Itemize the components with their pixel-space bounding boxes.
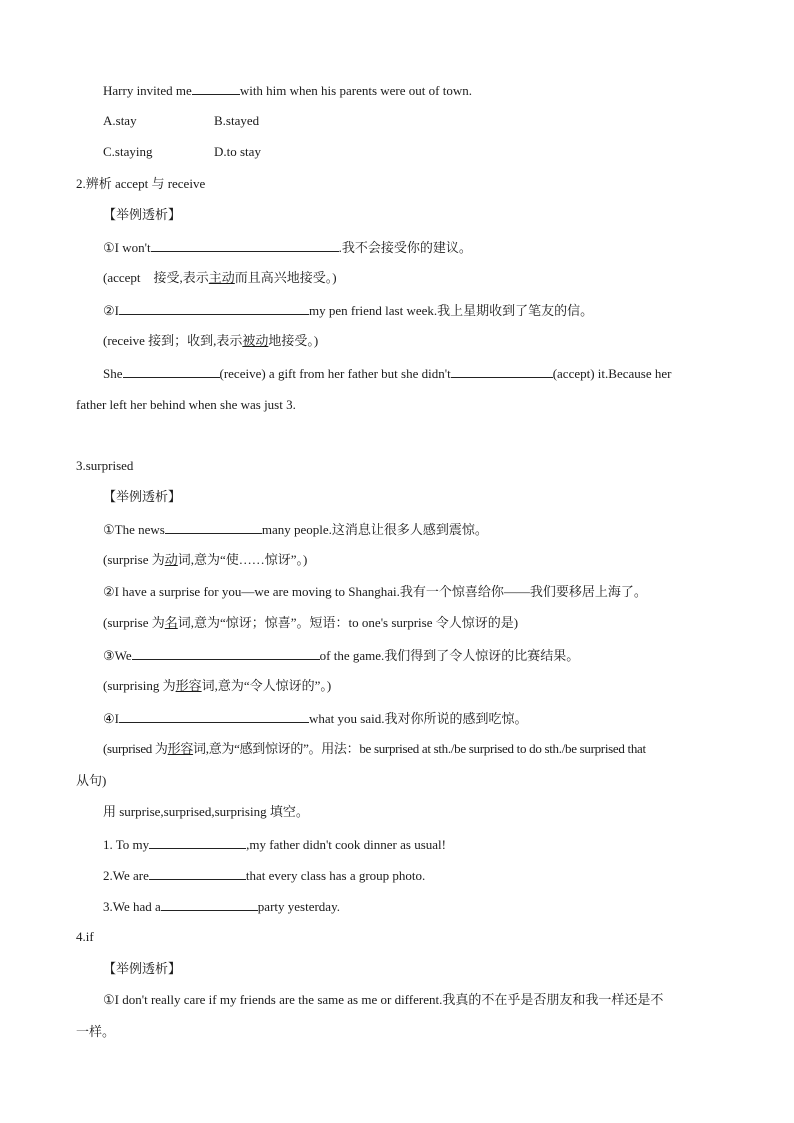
note-line: [103, 740, 646, 758]
note-line: [103, 677, 331, 695]
section-heading: 2.辨析 accept 与 receive: [76, 176, 206, 191]
answer-blank[interactable]: [165, 520, 262, 534]
answer-blank[interactable]: [151, 238, 339, 252]
example-line: [103, 709, 527, 728]
answer-blank[interactable]: [451, 364, 553, 378]
fill-item: [103, 897, 340, 916]
answer-blank[interactable]: [149, 835, 246, 849]
note-line: [103, 332, 318, 350]
note-keyword: 形容: [167, 741, 194, 756]
option-row: [103, 112, 259, 130]
note-text: 词,意为“感到惊讶的”。用法：be surprised at sth./be surprised to do sth./be surprised that: [193, 741, 646, 756]
section-heading: 4.if: [76, 929, 94, 944]
example-tag: 【举例透析】: [103, 489, 182, 504]
example-line: [103, 646, 579, 665]
example-text: my pen friend last week.我上星期收到了笔友的信。: [308, 303, 594, 318]
note-text: (accept 接受,表示: [103, 270, 209, 285]
fill-text: that every class has a group photo.: [245, 868, 426, 883]
q-harry-sentence: [103, 81, 472, 100]
note-text: (surprised 为: [103, 741, 168, 756]
note-line: [103, 614, 518, 632]
example-text: many people.这消息让很多人感到震惊。: [261, 522, 488, 537]
note-text: 词,意为“使……惊讶”。): [177, 552, 308, 567]
note-text: (surprising 为: [103, 678, 176, 693]
answer-blank[interactable]: [149, 866, 246, 880]
answer-blank[interactable]: [192, 81, 240, 95]
note-text: 地接受。): [268, 333, 319, 348]
sentence-text: Harry invited me: [103, 83, 192, 98]
example-text: of the game.我们得到了令人惊讶的比赛结果。: [319, 648, 580, 663]
example-line: [103, 238, 472, 257]
section-heading: 3.surprised: [76, 458, 134, 473]
note-keyword: 主动: [208, 270, 235, 285]
option-d[interactable]: D.to stay: [214, 144, 261, 159]
option-b[interactable]: B.stayed: [214, 113, 260, 128]
note-text: 词,意为“惊讶；惊喜”。短语：to one's surprise 令人惊讶的是): [177, 615, 519, 630]
fill-item: [103, 835, 446, 854]
note-keyword: 被动: [242, 333, 269, 348]
example-line-cont: 一样。: [76, 1024, 116, 1039]
note-text: (surprise 为: [103, 552, 165, 567]
exercise-text: (accept) it.Because her: [552, 366, 672, 381]
answer-blank[interactable]: [161, 897, 258, 911]
fill-item: [103, 866, 425, 885]
fill-text: party yesterday.: [257, 899, 340, 914]
note-keyword: 动: [164, 552, 178, 567]
example-text: .我不会接受你的建议。: [338, 240, 472, 255]
example-text: ①I won't: [103, 240, 151, 255]
exercise-line-cont: father left her behind when she was just 3.: [76, 397, 296, 412]
example-tag: 【举例透析】: [103, 961, 182, 976]
example-text: ①The news: [103, 522, 165, 537]
example-tag: 【举例透析】: [103, 207, 182, 222]
fill-text: 3.We had a: [103, 899, 161, 914]
example-line: [103, 301, 593, 320]
note-line: [103, 551, 307, 569]
note-text: 词,意为“令人惊讶的”。): [201, 678, 332, 693]
fill-text: 1. To my: [103, 837, 150, 852]
exercise-text: She: [103, 366, 123, 381]
note-keyword: 形容: [175, 678, 202, 693]
option-c[interactable]: C.staying: [103, 144, 153, 159]
answer-blank[interactable]: [119, 709, 309, 723]
sentence-text: with him when his parents were out of town.: [239, 83, 472, 98]
example-text: ②I: [103, 303, 119, 318]
exercise-line: [103, 364, 671, 383]
note-text: (receive 接到；收到,表示: [103, 333, 243, 348]
example-line: ①I don't really care if my friends are the same as me or different.我真的不在乎是否朋友和我一样还是不: [103, 992, 664, 1007]
answer-blank[interactable]: [119, 301, 309, 315]
note-text: 而且高兴地接受。): [234, 270, 337, 285]
exercise-text: (receive) a gift from her father but she didn't: [219, 366, 451, 381]
note-line-cont: 从句): [76, 773, 107, 788]
answer-blank[interactable]: [132, 646, 320, 660]
example-text: what you said.我对你所说的感到吃惊。: [308, 711, 528, 726]
option-row: [103, 143, 261, 161]
example-line: ②I have a surprise for you—we are moving to Shanghai.我有一个惊喜给你——我们要移居上海了。: [103, 584, 647, 599]
example-text: ③We: [103, 648, 132, 663]
example-text: ④I: [103, 711, 119, 726]
note-keyword: 名: [164, 615, 178, 630]
answer-blank[interactable]: [123, 364, 220, 378]
fill-text: 2.We are: [103, 868, 149, 883]
example-line: [103, 520, 488, 539]
option-a[interactable]: A.stay: [103, 113, 137, 128]
note-line: [103, 269, 337, 287]
task-instruction: 用 surprise,surprised,surprising 填空。: [103, 804, 309, 819]
fill-text: ,my father didn't cook dinner as usual!: [246, 837, 446, 852]
note-text: (surprise 为: [103, 615, 165, 630]
